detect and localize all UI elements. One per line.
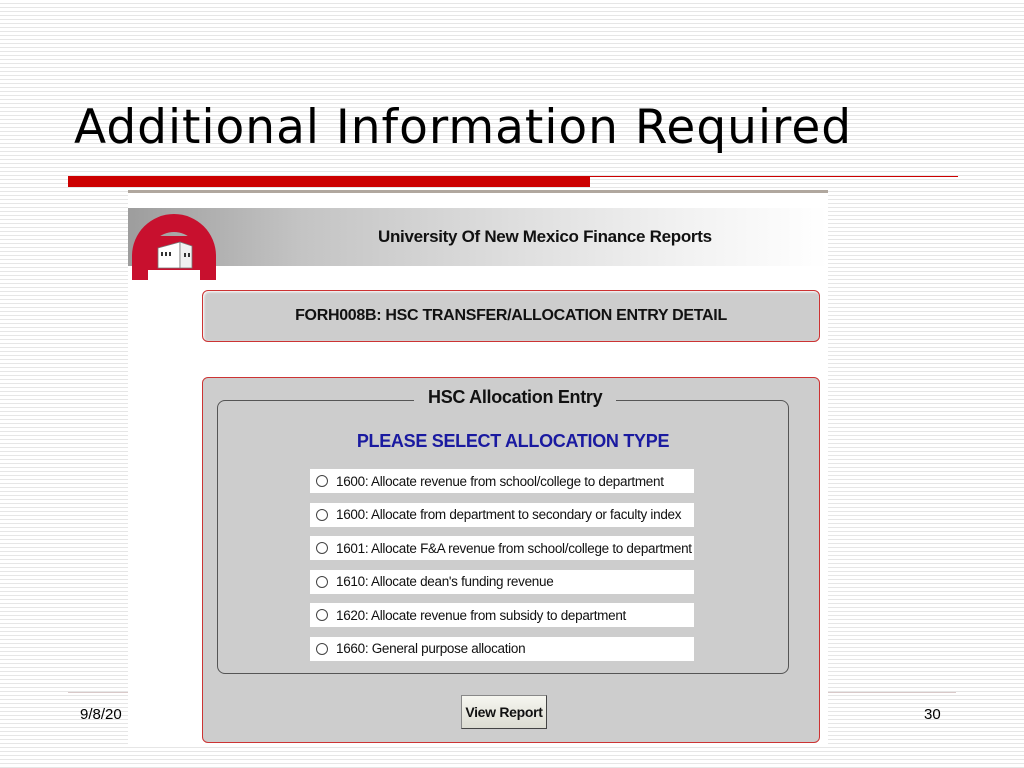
option-label: 1600: Allocate from department to secondary or faculty index — [336, 507, 682, 522]
report-header-box — [202, 290, 820, 342]
radio-button[interactable] — [316, 542, 328, 554]
option-label: 1660: General purpose allocation — [336, 641, 526, 656]
report-header-title: FORH008B: HSC TRANSFER/ALLOCATION ENTRY DETAIL — [295, 307, 727, 324]
allocation-fieldset — [217, 387, 789, 674]
title-underline-thin — [590, 176, 958, 177]
radio-button[interactable] — [316, 576, 328, 588]
footer-date: 9/8/20 — [80, 706, 122, 723]
screenshot-top-border — [128, 190, 828, 193]
view-report-button[interactable]: View Report — [461, 695, 547, 729]
allocation-option-1610[interactable] — [310, 570, 694, 594]
allocation-option-1620[interactable] — [310, 603, 694, 627]
option-label: 1600: Allocate revenue from school/college to department — [336, 473, 664, 489]
allocation-option-1600-department[interactable] — [310, 503, 694, 527]
option-label: 1620: Allocate revenue from subsidy to department — [336, 607, 626, 623]
page-number: 30 — [924, 706, 941, 723]
banner-title: University Of New Mexico Finance Reports — [378, 227, 712, 246]
title-underline-thick — [68, 176, 590, 187]
allocation-options — [310, 469, 694, 670]
allocation-option-1601[interactable] — [310, 536, 694, 560]
option-label: 1601: Allocate F&A revenue from school/college to department — [336, 540, 692, 556]
allocation-panel — [202, 377, 820, 743]
fieldset-legend: HSC Allocation Entry — [414, 387, 616, 408]
allocation-prompt: PLEASE SELECT ALLOCATION TYPE — [356, 431, 670, 451]
option-label: 1610: Allocate dean's funding revenue — [336, 574, 554, 589]
radio-button[interactable] — [316, 609, 328, 621]
app-screenshot — [128, 190, 828, 746]
radio-button[interactable] — [316, 475, 328, 487]
allocation-option-1660[interactable] — [310, 637, 694, 661]
slide-title: Additional Information Required — [74, 100, 853, 155]
allocation-option-1600-school[interactable] — [310, 469, 694, 493]
radio-button[interactable] — [316, 509, 328, 521]
radio-button[interactable] — [316, 643, 328, 655]
unm-logo-icon — [130, 198, 218, 280]
